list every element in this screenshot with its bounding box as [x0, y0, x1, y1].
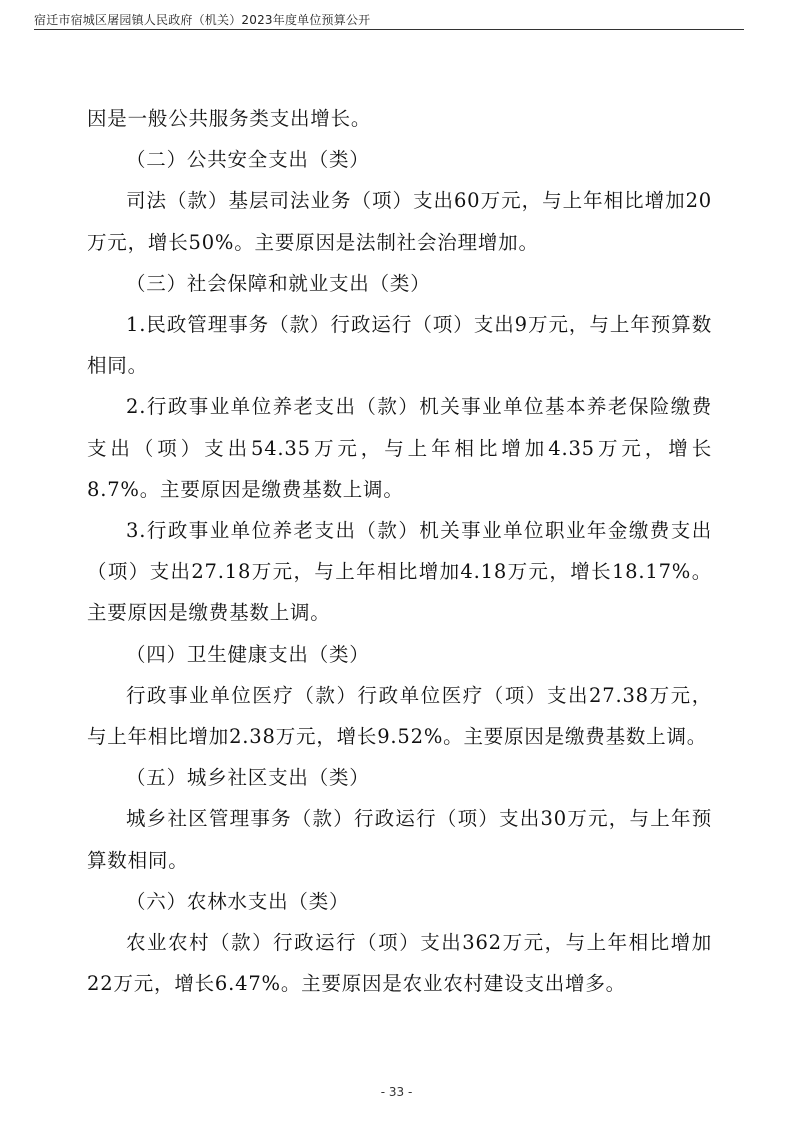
section-heading-urban-rural: （五）城乡社区支出（类）	[126, 766, 370, 790]
paragraph-agriculture: 农业农村（款）行政运行（项）支出362万元，与上年相比增加22万元，增长6.47%。主要原因是农业农村建设支出增多。	[87, 931, 712, 996]
page-header	[34, 9, 744, 30]
section-heading-health: （四）卫生健康支出（类）	[126, 642, 370, 666]
paragraph-basic-pension: 2.行政事业单位养老支出（款）机关事业单位基本养老保险缴费支出（项）支出54.35万元，与上年相比增加4.35万元，增长8.7%。主要原因是缴费基数上调。	[87, 395, 712, 501]
paragraph-judicial: 司法（款）基层司法业务（项）支出60万元，与上年相比增加20万元，增长50%。主要原因是法制社会治理增加。	[87, 189, 712, 254]
section-heading-social-security: （三）社会保障和就业支出（类）	[126, 271, 431, 295]
header-title: 宿迁市宿城区屠园镇人民政府（机关）2023年度单位预算公开	[34, 13, 371, 27]
section-heading-public-security: （二）公共安全支出（类）	[126, 148, 370, 172]
paragraph-continuation: 因是一般公共服务类支出增长。	[87, 107, 372, 130]
paragraph-occupational-annuity: 3.行政事业单位养老支出（款）机关事业单位职业年金缴费支出（项）支出27.18万元，与上年相比增加4.18万元，增长18.17%。主要原因是缴费基数上调。	[87, 519, 712, 625]
paragraph-community-management: 城乡社区管理事务（款）行政运行（项）支出30万元，与上年预算数相同。	[87, 807, 712, 872]
paragraph-civil-affairs: 1.民政管理事务（款）行政运行（项）支出9万元，与上年预算数相同。	[87, 313, 712, 378]
document-body	[87, 98, 712, 1004]
section-heading-agriculture: （六）农林水支出（类）	[126, 889, 350, 913]
page-number: - 33 -	[380, 1085, 413, 1099]
paragraph-medical: 行政事业单位医疗（款）行政单位医疗（项）支出27.38万元，与上年相比增加2.38万元，增长9.52%。主要原因是缴费基数上调。	[87, 683, 712, 749]
